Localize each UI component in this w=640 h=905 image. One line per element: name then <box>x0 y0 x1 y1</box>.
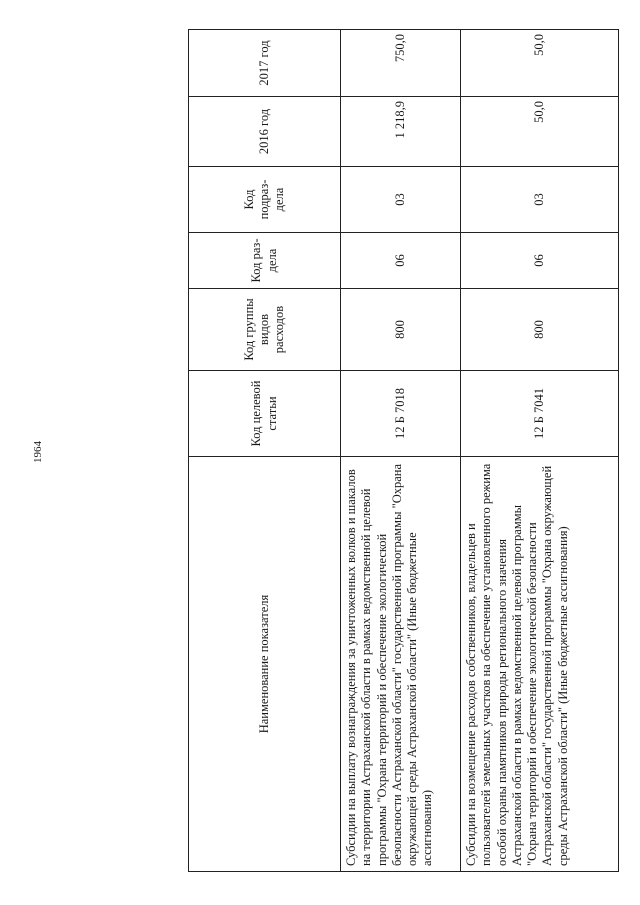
row-group-code: 800 <box>461 289 619 371</box>
row-section-code: 06 <box>461 233 619 289</box>
header-year-2016: 2016 год <box>189 97 341 167</box>
row-subsection-code: 03 <box>461 167 619 233</box>
header-name: Наименование показателя <box>189 457 341 872</box>
table-header-row <box>189 30 341 872</box>
table-row <box>341 30 461 872</box>
table-row <box>461 30 619 872</box>
row-section-code: 06 <box>341 233 461 289</box>
page-number-text: 1964 <box>32 441 44 463</box>
row-group-code: 800 <box>341 289 461 371</box>
header-subsection-code: Код подраз-дела <box>189 167 341 233</box>
budget-table <box>188 29 619 872</box>
row-name: Субсидии на возмещение расходов собственников, владельцев и пользователей земельных участков на обеспечение установленного режима особой охраны памятников природы регионального значения Астраханской области в рамках ведомственной целевой программы "Охрана территорий и обеспечение экологической безопасности Астраханской области" государственной программы "Охрана окружающей среды Астраханской области" (Иные бюджетные ассигнования) <box>461 457 619 872</box>
row-target-code: 12 Б 7018 <box>341 371 461 457</box>
row-value-2017: 750,0 <box>341 30 461 97</box>
row-value-2016: 1 218,9 <box>341 97 461 167</box>
row-value-2016: 50,0 <box>461 97 619 167</box>
row-name: Субсидии на выплату вознаграждения за уничтоженных волков и шакалов на территории Астраханской области в рамках ведомственной целевой программы "Охрана территорий и обеспечение экологической безопасности Астраханской области" государственной программы "Охрана окружающей среды Астраханской области" (Иные бюджетные ассигнования) <box>341 457 461 872</box>
row-target-code: 12 Б 7041 <box>461 371 619 457</box>
header-year-2017: 2017 год <box>189 30 341 97</box>
row-subsection-code: 03 <box>341 167 461 233</box>
row-value-2017: 50,0 <box>461 30 619 97</box>
header-group-code: Код группы видов расходов <box>189 289 341 371</box>
header-section-code: Код раз-дела <box>189 233 341 289</box>
header-target-code: Код целевой статьи <box>189 371 341 457</box>
rotated-table-container <box>188 30 618 872</box>
